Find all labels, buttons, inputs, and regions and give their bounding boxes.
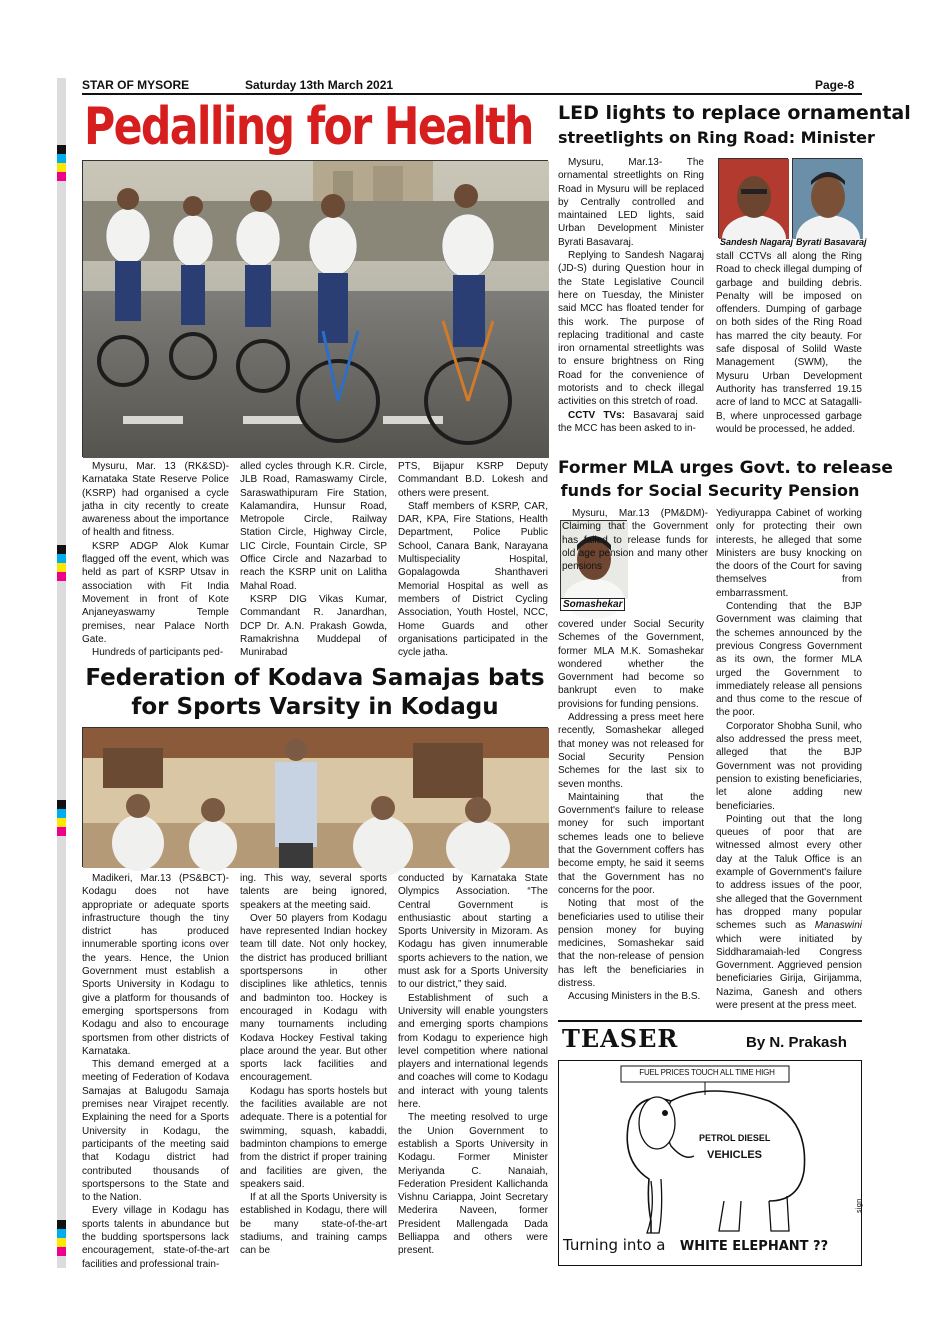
paragraph: Establishment of such a University will enable youngsters and emerging sports champions from Kodagu to experience high level competition where national players and international legends and coaches will come to Kodagu and interact with young talents here. (398, 992, 548, 1111)
byrati-basavaraj-photo (792, 158, 862, 238)
story4-column-1 (82, 872, 229, 1271)
paragraph: Noting that most of the beneficiaries used to utilise their pension money for buying medicines, Somashekar said that the non-release of pension has left the beneficiaries in distress. (558, 898, 704, 990)
registration-mark (57, 145, 66, 181)
story1-column-1 (82, 460, 229, 659)
registration-mark (57, 545, 66, 581)
meeting-photo (82, 727, 548, 867)
story2-column-1 (558, 156, 704, 435)
cctv-subhead: CCTV TVs: (568, 409, 625, 421)
story3-headline-line2: funds for Social Security Pension (560, 481, 860, 500)
paragraph: Mysuru, Mar.13- The ornamental streetlights on Ring Road in Mysuru will be replaced by Centrally controlled and maintained LED lights, said Urban Development Minister Byrati Basavaraj. (558, 157, 704, 248)
story4-column-2 (240, 872, 387, 1258)
story3-column-2 (716, 507, 862, 1012)
elephant-label-vehicles: VEHICLES (707, 1149, 763, 1161)
paragraph: Staff members of KSRP, CAR, DAR, KPA, Fire Stations, Health Department, Police Public School, Canara Bank, Narayana Multispeciality Hospital, Gopalagowda Shanthaveri Memorial Hospital as well as members of District Cycling Association, Youth Hostel, NCC, Home Guards and other organisations participated in the cycle jatha. (398, 500, 548, 659)
paragraph: alled cycles through K.R. Circle, JLB Road, Ramaswamy Circle, Saraswathipuram Fire Station, Kalamandira, Hunsur Road, Metropole Circle, Railway Station Circle, Highway Circle, LIC Circle, Fountain Circle, SP Office Circle and Nazarbad to reach the KSRP unit on Lalitha Mahal Road. (240, 461, 387, 592)
story2-column-2 (716, 250, 862, 436)
paper-name: STAR OF MYSORE (82, 78, 190, 92)
teaser-byline: By N. Prakash (746, 1034, 847, 1051)
paragraph: Hundreds of participants ped- (92, 647, 224, 659)
elephant-label-fuel: PETROL DIESEL (699, 1133, 771, 1143)
paragraph: Corporator Shobha Sunil, who also addressed the press meet, alleged that the BJP Government was not providing pension to existing beneficiaries, let alone adding new beneficiaries. (716, 720, 862, 812)
paragraph: Addressing a press meet here recently, Somashekar alleged that money was not released for Social Security Pension Schemes for the last six to seven months. (558, 712, 704, 790)
elephant-cartoon (559, 1061, 863, 1264)
story3-column-1 (558, 618, 704, 1004)
paragraph: KSRP ADGP Alok Kumar flagged off the event, which was held as part of KSRP Utsav in association with Fit India Movement in front of Kote Anjaneyaswamy Temple premises, near Palace North Gate. (82, 540, 229, 645)
paragraph: ing. This way, several sports talents are being ignored, speakers at the meeting said. (240, 873, 387, 911)
paragraph: This demand emerged at a meeting of Federation of Kodava Samajas at Balugodu Samaja premises near Virajpet recently. Explaining the need for a Sports University in Kodagu, the participants of the meeting said that Kodagu district had contributed thousands of sportspersons to the State and to the Nation. (82, 1059, 229, 1204)
teaser-rule (558, 1020, 862, 1022)
cartoon-punchline (563, 1236, 828, 1255)
cctv-text: Basavaraj said the MCC has been asked to in- (558, 409, 705, 434)
story4-headline-line2: for Sports Varsity in Kodagu (131, 694, 499, 720)
sandesh-nagaraj-photo (718, 158, 788, 238)
cyclists-photo (82, 160, 548, 457)
paragraph (558, 409, 704, 436)
paragraph: Replying to Sandesh Nagaraj (JD-S) during Question hour in the State Legislative Council here on Tuesday, the Minister said MCC has floated tender for this work. The purpose of replacing traditional and caste iron ornamental streetlights was to ensure brightness on Ring Road for the convenience of motorists and to check illegal activities on this stretch of road. (558, 250, 704, 408)
header-rule (82, 93, 862, 95)
meeting-photo-image (83, 728, 549, 868)
paragraph: Accusing Ministers in the B.S. (568, 991, 701, 1003)
page-number: Page-8 (815, 78, 855, 92)
photo-caption-somashekar: Somashekar (560, 598, 625, 611)
story3-headline (558, 456, 893, 502)
cartoon-frame (558, 1060, 862, 1266)
story2-headline-line2: streetlights on Ring Road: Minister (558, 128, 875, 147)
scheme-name: Manaswini (814, 920, 862, 932)
paragraph: Every village in Kodagu has sports talents in abundance but the budding sportspersons lack encouragement, state-of-the-art facilities and professional train- (82, 1205, 229, 1270)
margin-bar (57, 78, 66, 1268)
story4-headline-line1: Federation of Kodava Samajas bats (85, 665, 545, 691)
paragraph: covered under Social Security Schemes of the Government, former MLA M.K. Somashekar wondered whether the Government had become so bankrupt even to make provisions for funding pensions. (558, 619, 704, 710)
punchline-start: Turning into a (563, 1236, 666, 1254)
portrait-image (719, 159, 789, 239)
punchline-end: WHITE ELEPHANT ?? (679, 1239, 829, 1254)
paragraph: stall CCTVs all along the Ring Road to check illegal dumping of garbage and building debris. Penalty will be imposed on offenders. Dumping of garbage on both sides of the Ring Road has marred the city beauty. For safe disposal of Solild Waste Management (SWM), the Mysuru Urban Development Authority has transferred 19.15 acre of land to MCC at Satagalli-B, where unprocessed garbage would be processed, he added. (716, 251, 862, 435)
photo-caption-sandesh: Sandesh Nagaraj (720, 237, 794, 247)
paragraph: The meeting resolved to urge the Union Government to establish a Sports University in Kodagu. Former Minister Meriyanda C. Nanaiah, Federation President Kallichanda Vishnu Cariappa, Joint Secretary Mederira Naveen, former President Mallengada Dada Belliappa and others were present. (398, 1112, 548, 1257)
registration-mark (57, 800, 66, 836)
paragraph: PTS, Bijapur KSRP Deputy Commandant B.D. Lokesh and others were present. (398, 461, 548, 499)
story1-column-2 (240, 460, 387, 659)
story3-column-1-top: Mysuru, Mar.13 (PM&DM)- Claiming that the Government has failed to release funds for old age pension and many other pensions (562, 508, 708, 573)
cyclists-photo-image (83, 161, 549, 458)
paragraph: Madikeri, Mar.13 (PS&BCT)- Kodagu does not have appropriate or adequate sports infrastructure though the tiny district has produced innumerable sporting icons over the years. Hence, the Union Government must establish a Sports University in Kodagu to give a platform for thousands of emerging sportspersons from Kodagu and also to encourage sportsmen from other districts of Karnataka. (82, 873, 229, 1057)
paragraph: Over 50 players from Kodagu have represented Indian hockey team till date. Not only hockey, the district has produced brilliant sportspersons in other disciplines like athletics, tennis and badminton too. Hockey is encouraged in Kodagu with many tournaments including Kodava Hockey Festival taking place around the year. But other sports lack facilities and encouragement. (240, 912, 387, 1084)
story2-headline (558, 100, 911, 150)
paragraph: Mysuru, Mar. 13 (RK&SD)- Karnataka State Reserve Police (KSRP) had organised a cycle jatha in city recently to create awareness about the importance of health and fitness. (82, 461, 229, 539)
story3-headline-line1: Former MLA urges Govt. to release (558, 458, 893, 478)
teaser-title: TEASER (562, 1024, 679, 1053)
svg-text:sign: sign (855, 1198, 863, 1213)
paragraph: Yediyurappa Cabinet of working only for protecting their own interests, he alleged that some Ministers are busy knocking on the doors of the Court for saving themselves from embarrassment. (716, 508, 862, 599)
paragraph: conducted by Karnataka State Olympics Association. “The Central Government is enthusiastic about starting a Sports University in Mizoram. As Kodagu has given innumerable sports achievers to the nation, we must ask for a Sports University to our district,” they said. (398, 873, 548, 991)
paragraph: Contending that the BJP Government was claiming that the schemes announced by the previous Congress Government as its own, the former MLA urged the Government to immediately release all pensions and thus come to the rescue of the poor. (716, 601, 862, 719)
story4-column-3 (398, 872, 548, 1258)
paragraph-part: which were initiated by Siddharamaiah-led Congress Government. Aggrieved pension beneficiaries Girija, Girijamma, Nazima, Ganesh and others were present at the press meet. (716, 933, 862, 1011)
paragraph: KSRP DIG Vikas Kumar, Commandant R. Janardhan, DCP Dr. A.N. Prakash Gowda, Ramakrishna Muddepal of Munirabad (240, 593, 387, 659)
fuel-prices-sign: FUEL PRICES TOUCH ALL TIME HIGH (639, 1068, 775, 1077)
story1-headline: Pedalling for Health (84, 97, 533, 157)
issue-date: Saturday 13th March 2021 (245, 78, 394, 92)
paragraph: Kodagu has sports hostels but the facilities available are not adequate. There is a potential for swimming, squash, kabaddi, badminton champions to emerge from the district if proper training and facilities are given, the speakers said. (240, 1085, 387, 1190)
story2-headline-line1: LED lights to replace ornamental (558, 102, 911, 124)
registration-mark (57, 1220, 66, 1256)
paragraph (716, 813, 862, 1012)
paragraph-part: Pointing out that the long queues of poor that are witnessed almost every other day at the Taluk Office is an example of Government's failure to address issues of the poor, she alleged that the Government has dropped many popular schemes such as (716, 813, 862, 932)
story1-column-3 (398, 460, 548, 659)
paragraph: If at all the Sports University is established in Kodagu, there will be many state-of-the-art stadiums, and training camps can be (240, 1192, 387, 1257)
paragraph: Maintaining that the Government's failure to release money for such important schemes leads one to believe that the Government coffers has become empty, he said it seems that the Government has no concerns for the poor. (558, 791, 704, 896)
story4-headline (82, 664, 548, 722)
photo-caption-byrati: Byrati Basavaraj (796, 237, 867, 247)
portrait-image (793, 159, 863, 239)
